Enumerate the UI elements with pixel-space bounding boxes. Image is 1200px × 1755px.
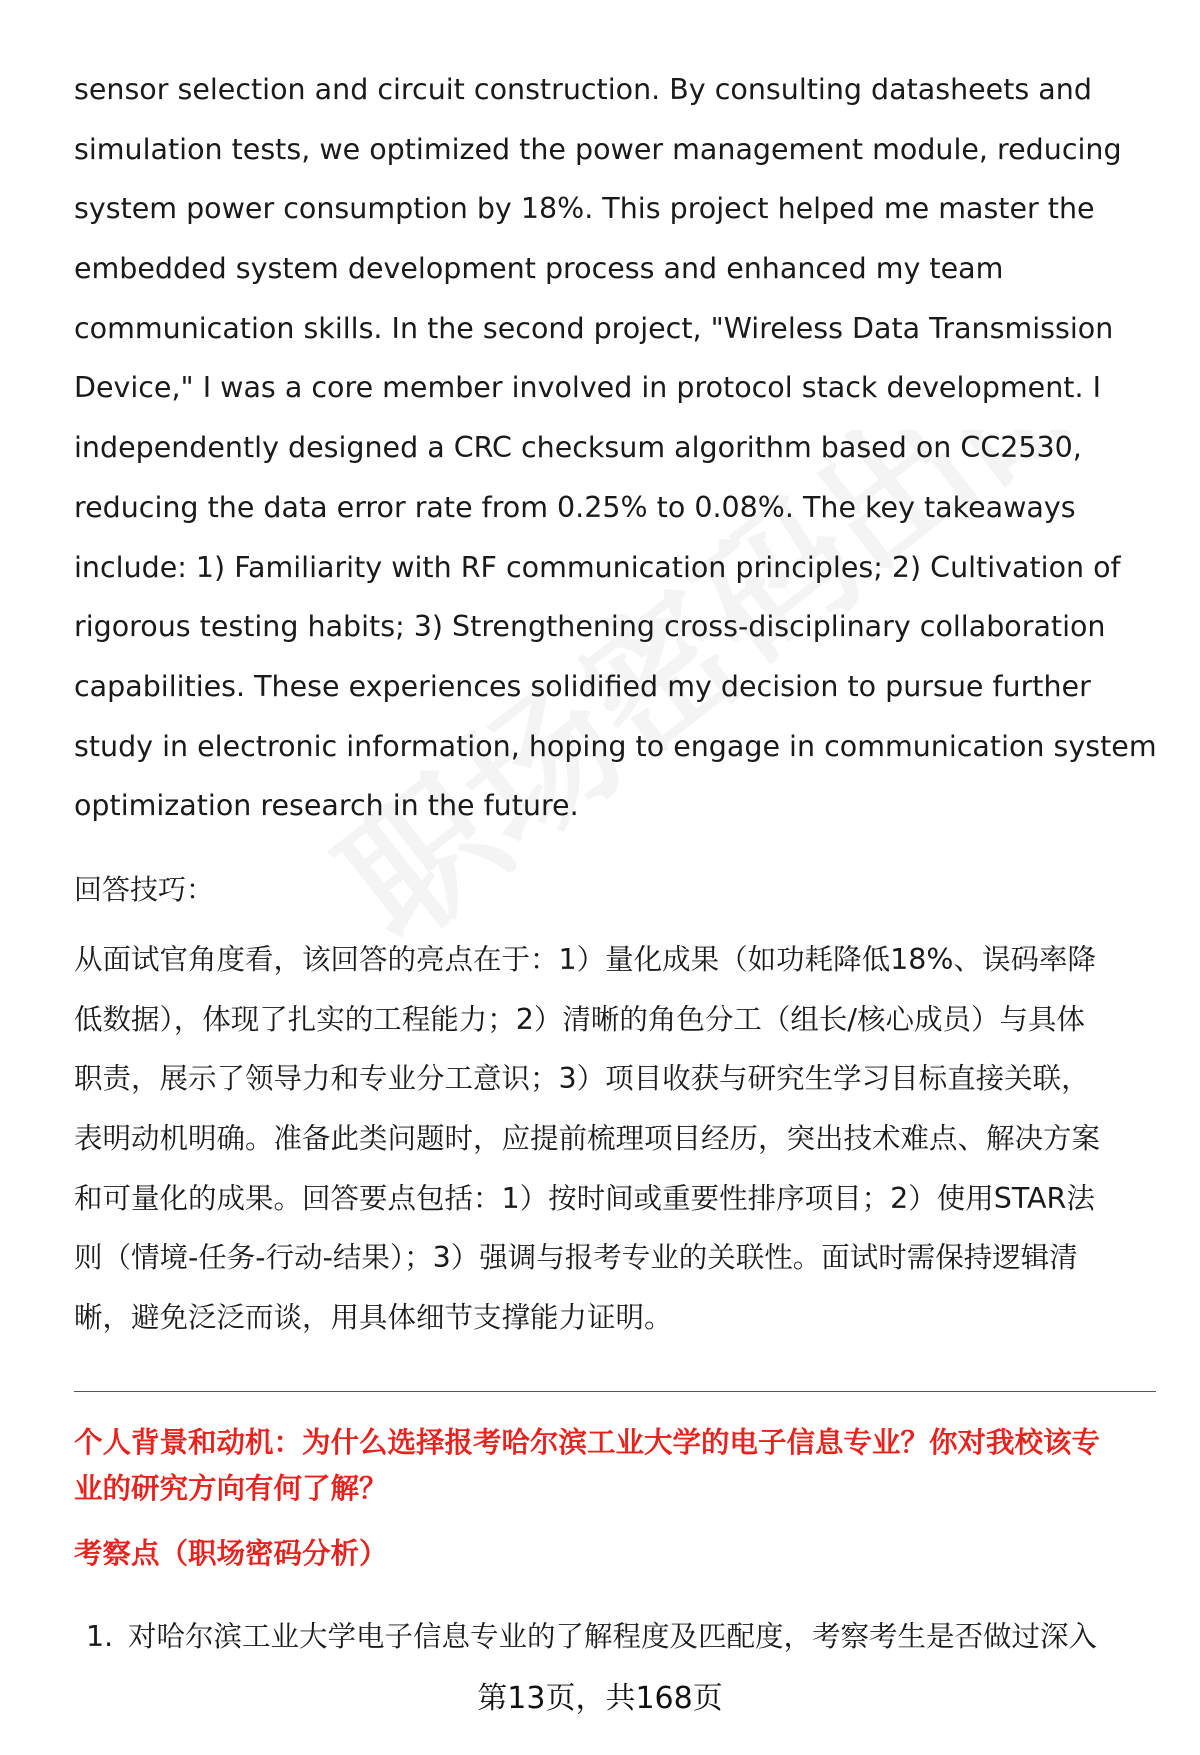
paragraph-line: embedded system development process and enhanced my team: [74, 252, 1004, 286]
analysis-list: [86, 1617, 1166, 1657]
question-heading: [74, 1420, 1164, 1512]
paragraph-line: system power consumption by 18%. This project helped me master the: [74, 192, 1095, 226]
paragraph-line: communication skills. In the second project, "Wireless Data Transmission: [74, 311, 1114, 345]
list-item-text: 对哈尔滨工业大学电子信息专业的了解程度及匹配度，考察考生是否做过深入: [128, 1620, 1098, 1653]
paragraph-line: 从面试官角度看，该回答的亮点在于：1）量化成果（如功耗降低18%、误码率降: [74, 943, 1096, 976]
paragraph-line: 和可量化的成果。回答要点包括：1）按时间或重要性排序项目；2）使用STAR法: [74, 1181, 1095, 1215]
paragraph-line: 则（情境-任务-行动-结果）；3）强调与报考专业的关联性。面试时需保持逻辑清: [74, 1241, 1078, 1275]
tips-paragraph: [74, 930, 1164, 1348]
paragraph-line: include: 1) Familiarity with RF communication principles; 2) Cultivation of: [74, 550, 1121, 584]
paragraph-line: 低数据），体现了扎实的工程能力；2）清晰的角色分工（组长/核心成员）与具体: [74, 1002, 1085, 1036]
paragraph-line: independently designed a CRC checksum algorithm based on CC2530,: [74, 431, 1082, 465]
page-footer: 第13页，共168页: [477, 1681, 723, 1716]
question-heading-line: 个人背景和动机：为什么选择报考哈尔滨工业大学的电子信息专业？你对我校该专: [74, 1426, 1101, 1459]
paragraph-line: sensor selection and circuit construction. By consulting datasheets and: [74, 73, 1092, 106]
list-item: [86, 1617, 1166, 1657]
paragraph-line: Device," I was a core member involved in protocol stack development. I: [74, 371, 1101, 405]
paragraph-line: 职责，展示了领导力和专业分工意识；3）项目收获与研究生学习目标直接关联，: [74, 1062, 1090, 1096]
paragraph-line: 表明动机明确。准备此类问题时，应提前梳理项目经历，突出技术难点、解决方案: [74, 1122, 1101, 1156]
list-item-number: 1.: [86, 1620, 114, 1653]
tips-heading: 回答技巧：: [74, 873, 215, 906]
paragraph-line: capabilities. These experiences solidified my decision to pursue further: [74, 669, 1091, 703]
paragraph-line: 晰，避免泛泛而谈，用具体细节支撑能力证明。: [74, 1301, 673, 1335]
section-divider: [74, 1391, 1156, 1392]
paragraph-line: rigorous testing habits; 3) Strengthening cross-disciplinary collaboration: [74, 610, 1106, 644]
paragraph-line: study in electronic information, hoping to engage in communication system: [74, 729, 1157, 763]
analysis-heading: 考察点（职场密码分析）: [74, 1537, 388, 1570]
question-heading-line: 业的研究方向有何了解？: [74, 1472, 388, 1505]
english-paragraph: [74, 60, 1164, 836]
paragraph-line: simulation tests, we optimized the power management module, reducing: [74, 132, 1122, 166]
paragraph-line: optimization research in the future.: [74, 789, 579, 823]
paragraph-line: reducing the data error rate from 0.25% to 0.08%. The key takeaways: [74, 490, 1076, 524]
